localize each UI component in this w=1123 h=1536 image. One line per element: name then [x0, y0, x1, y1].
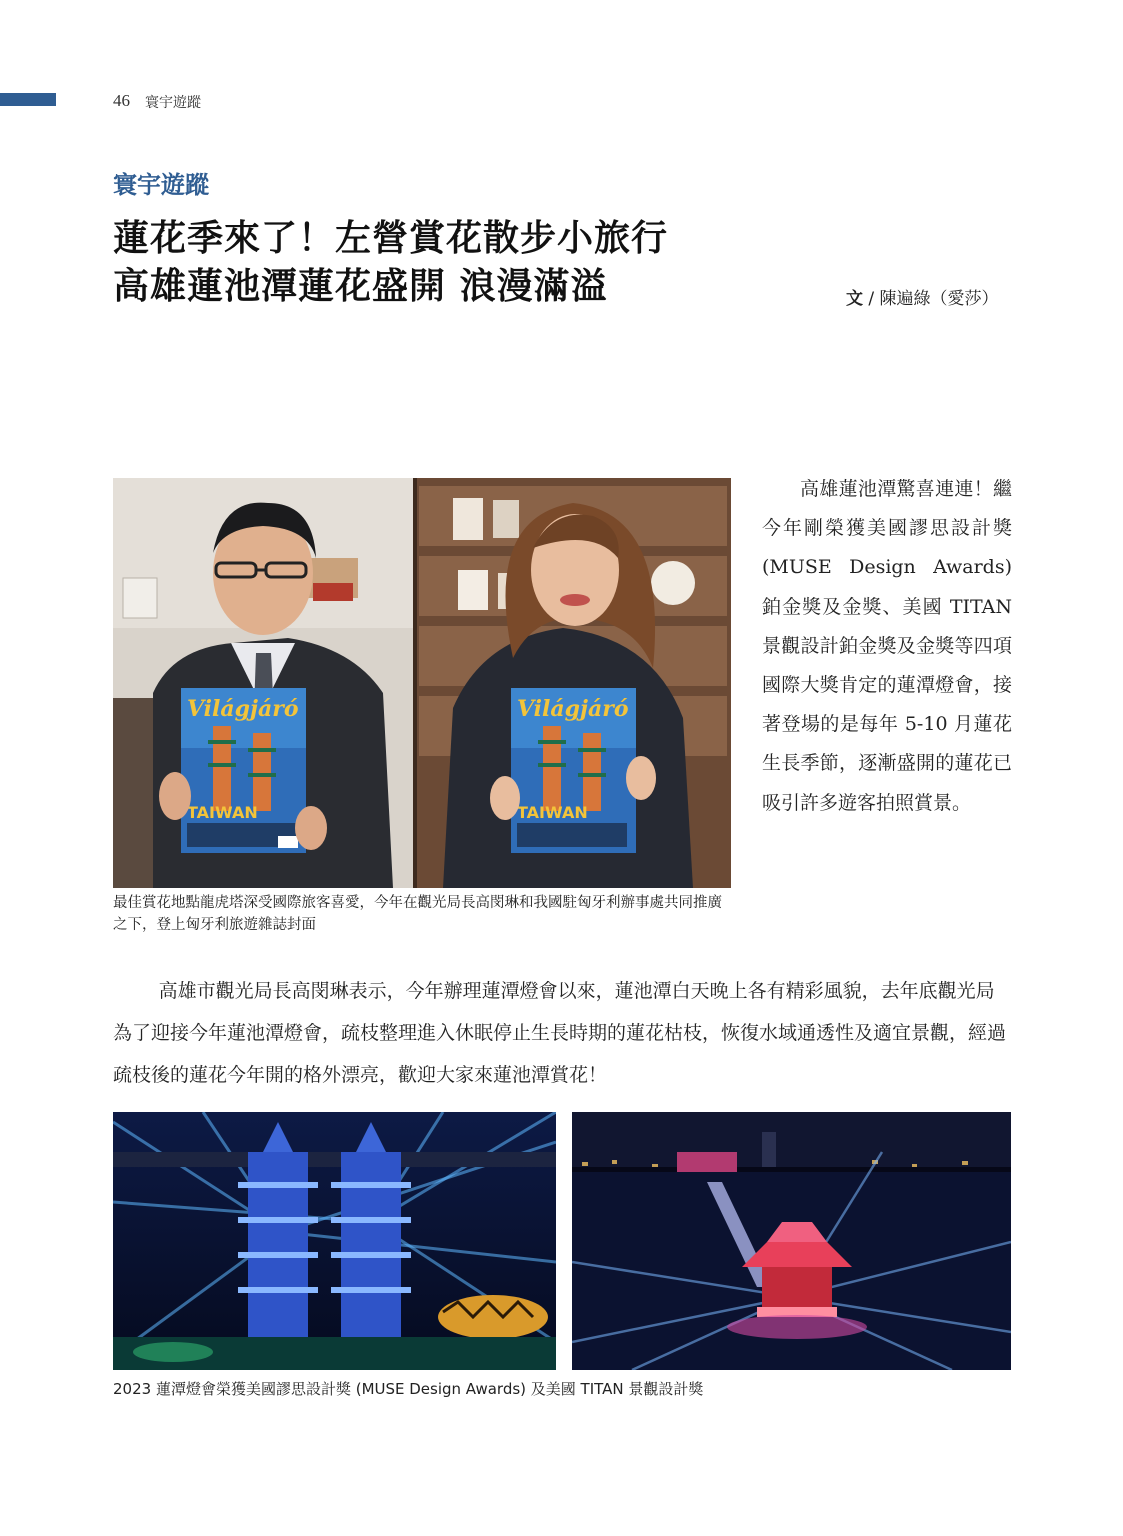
officials-with-magazine-photo [113, 478, 731, 888]
byline [846, 284, 999, 309]
byline-author: 陳遍綠（愛莎） [879, 289, 999, 309]
section-tag: 寰宇遊蹤 [113, 171, 209, 199]
photo-caption-2: 2023 蓮潭燈會榮獲美國謬思設計獎 (MUSE Design Awards) 及美國 TITAN 景觀設計獎 [113, 1380, 704, 1398]
intro-paragraph: 高雄蓮池潭驚喜連連！繼今年剛榮獲美國謬思設計獎 (MUSE Design Awards) 鉑金獎及金獎、美國 TITAN 景觀設計鉑金獎及金獎等四項國際大獎肯定的蓮潭燈會，接著登場的是每年 5-10 月蓮花生長季節，逐漸盛開的蓮花已吸引許多遊客拍照賞景。 [762, 478, 1012, 814]
magazine-cover-word-left: TAIWAN [187, 803, 258, 822]
running-head: 寰宇遊蹤 [145, 95, 201, 111]
byline-label: 文 [846, 289, 863, 309]
pagoda-light-show-photo [113, 1112, 556, 1370]
page-number: 46 [113, 91, 130, 110]
byline-separator: / [863, 289, 880, 309]
page-accent-bar [0, 93, 56, 106]
magazine-title-left: Világjáró [187, 696, 299, 722]
magazine-cover-word-right: TAIWAN [517, 803, 588, 822]
headline-line-2: 高雄蓮池潭蓮花盛開 浪漫滿溢 [113, 266, 608, 307]
pavilion-light-show-photo [572, 1112, 1011, 1370]
headline-line-1: 蓮花季來了！左營賞花散步小旅行 [113, 218, 669, 259]
magazine-title-right: Világjáró [517, 696, 629, 722]
body-paragraph: 高雄市觀光局長高閔琳表示，今年辦理蓮潭燈會以來，蓮池潭白天晚上各有精彩風貌，去年底觀光局為了迎接今年蓮池潭燈會，疏枝整理進入休眠停止生長時期的蓮花枯枝，恢復水域通透性及適宜景觀，經過疏枝後的蓮花今年開的格外漂亮，歡迎大家來蓮池潭賞花！ [113, 980, 1007, 1086]
photo-caption-1: 最佳賞花地點龍虎塔深受國際旅客喜愛，今年在觀光局長高閔琳和我國駐匈牙利辦事處共同推廣之下，登上匈牙利旅遊雜誌封面 [113, 895, 722, 933]
